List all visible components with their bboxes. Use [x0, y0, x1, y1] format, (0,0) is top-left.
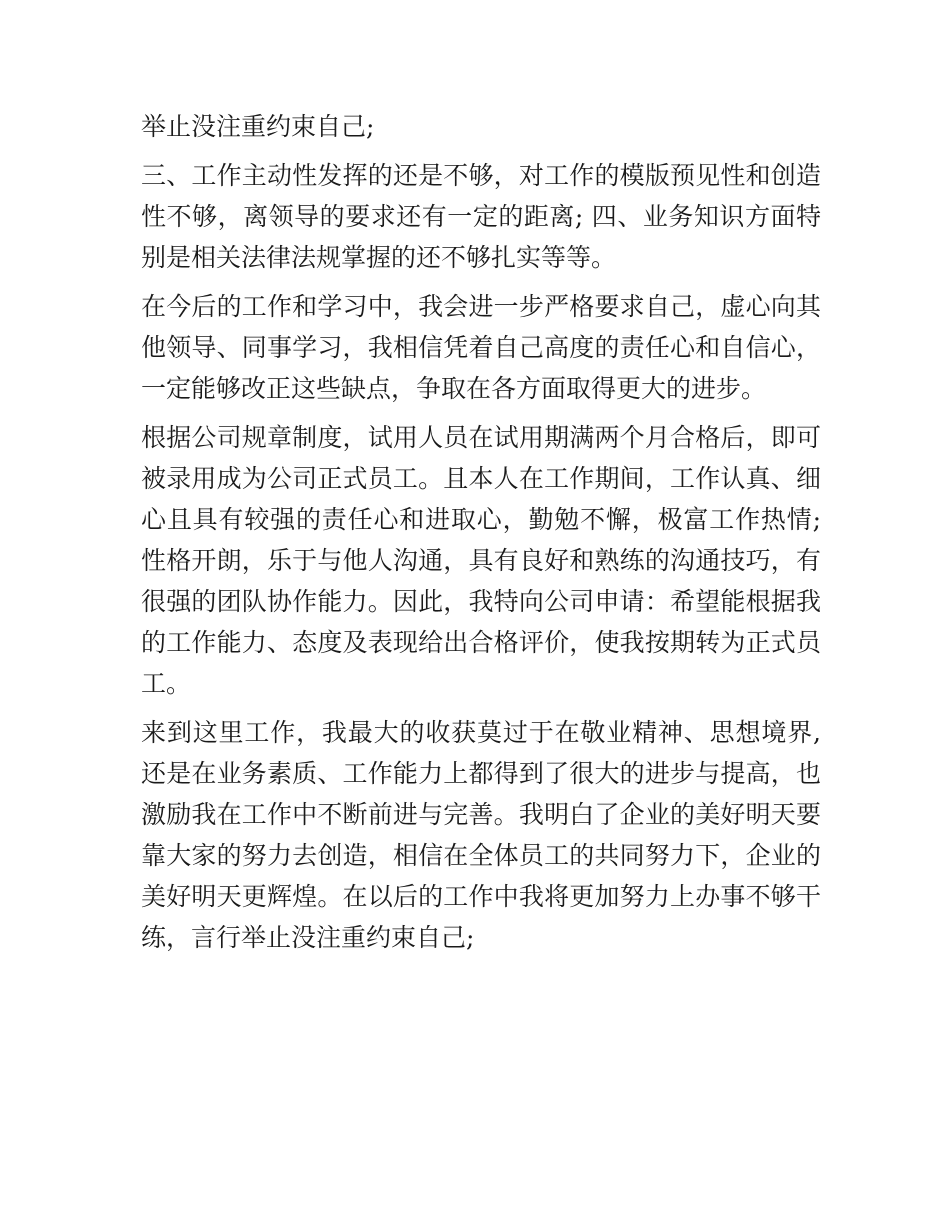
- text-line: 练，言行举止没注重约束自己;: [141, 923, 475, 952]
- text-line: 还是在业务素质、工作能力上都得到了很大的进步与提高，也: [141, 759, 821, 788]
- paragraph-gap: [141, 278, 821, 286]
- paragraph-1: [141, 106, 821, 147]
- text-line: 工。: [141, 669, 192, 698]
- paragraph-gap: [141, 409, 821, 417]
- text-line: 别是相关法律法规掌握的还不够扎实等等。: [141, 243, 617, 272]
- text-line: 的工作能力、态度及表现给出合格评价，使我按期转为正式员: [141, 628, 821, 657]
- text-line: 很强的团队协作能力。因此，我特向公司申请：希望能根据我: [141, 587, 821, 616]
- text-line: 举止没注重约束自己;: [141, 112, 375, 141]
- text-line: 心且具有较强的责任心和进取心，勤勉不懈，极富工作热情;: [141, 505, 821, 534]
- text-line: 在今后的工作和学习中，我会进一步严格要求自己，虚心向其: [141, 292, 821, 321]
- paragraph-4: [141, 417, 821, 704]
- text-line: 三、工作主动性发挥的还是不够，对工作的模版预见性和创造: [141, 161, 821, 190]
- text-line: 来到这里工作，我最大的收获莫过于在敬业精神、思想境界,: [141, 718, 821, 747]
- text-line: 被录用成为公司正式员工。且本人在工作期间，工作认真、细: [141, 464, 821, 493]
- text-line: 靠大家的努力去创造，相信在全体员工的共同努力下，企业的: [141, 841, 821, 870]
- paragraph-2: [141, 155, 821, 278]
- text-line: 根据公司规章制度，试用人员在试用期满两个月合格后，即可: [141, 423, 821, 452]
- paragraph-gap: [141, 147, 821, 155]
- text-line: 美好明天更辉煌。在以后的工作中我将更加努力上办事不够干: [141, 882, 821, 911]
- document-body: [141, 106, 821, 958]
- text-line: 性不够，离领导的要求还有一定的距离; 四、业务知识方面特: [141, 202, 821, 231]
- paragraph-3: [141, 286, 821, 409]
- text-line: 激励我在工作中不断前进与完善。我明白了企业的美好明天要: [141, 800, 821, 829]
- text-line: 性格开朗，乐于与他人沟通，具有良好和熟练的沟通技巧，有: [141, 546, 821, 575]
- paragraph-gap: [141, 704, 821, 712]
- text-line: 一定能够改正这些缺点，争取在各方面取得更大的进步。: [141, 374, 767, 403]
- paragraph-5: [141, 712, 821, 958]
- text-line: 他领导、同事学习，我相信凭着自己高度的责任心和自信心，: [141, 333, 821, 362]
